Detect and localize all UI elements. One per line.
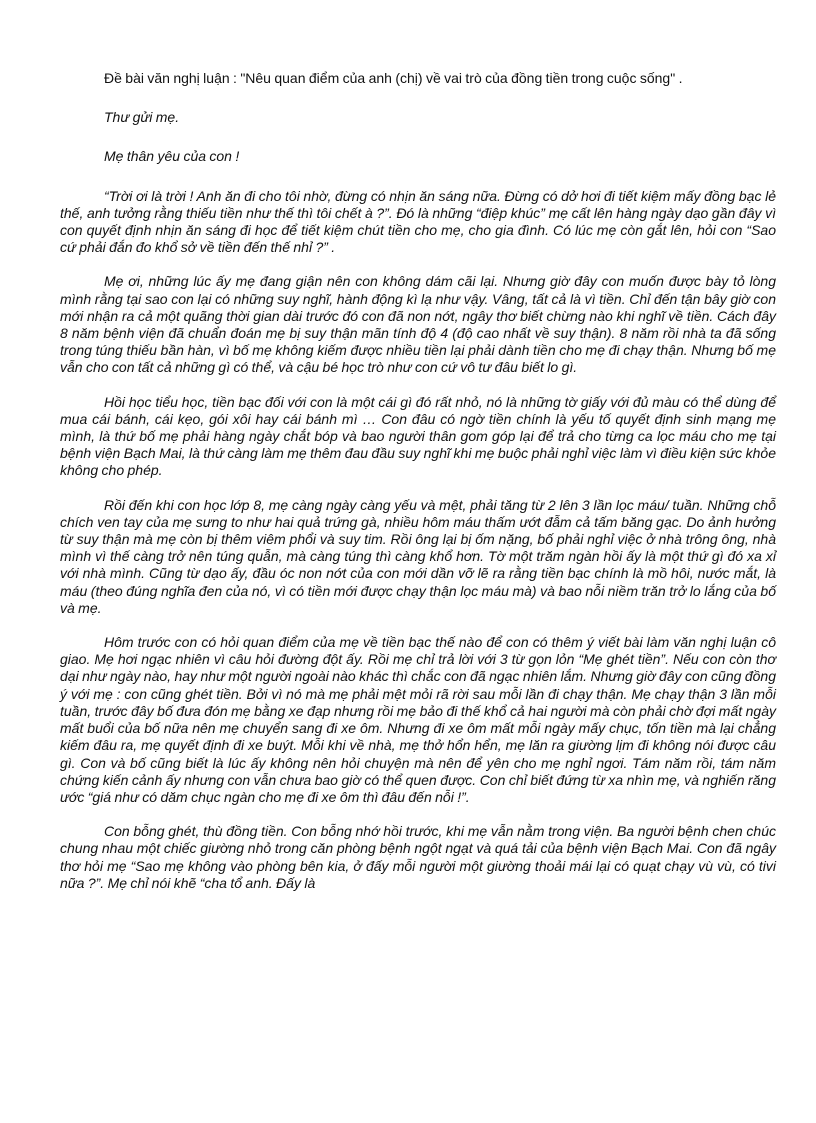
- essay-prompt: Đề bài văn nghị luận : "Nêu quan điểm của anh (chị) về vai trò của đồng tiền trong cuộc sống" .: [104, 70, 683, 86]
- document-page: [60, 70, 776, 909]
- paragraph-4: Rồi đến khi con học lớp 8, mẹ càng ngày càng yếu và mệt, phải tăng từ 2 lên 3 lần lọc máu/ tuần. Những chỗ chích ven tay của mẹ sưng to như hai quả trứng gà, nhiều hôm máu thấm ướt đẫm cả tấm băng gạc. Do ảnh hưởng từ suy thận mà mẹ còn bị thêm viêm phổi và suy tim. Rồi ông lại bị ốm nặng, bố phải nghỉ việc ở nhà trông ông, nhà mình vì thế càng trở nên túng quẫn, mà càng túng thì càng khổ hơn. Tờ một trăm ngàn hồi ấy là một thứ gì đó xa xỉ với nhà mình. Cũng từ dạo ấy, đầu óc non nớt của con mới dần vỡ lẽ ra rằng tiền bạc chính là mồ hôi, nước mắt, là máu (theo đúng nghĩa đen của nó, vì có tiền mới được chạy thận lọc máu mà) và bao nỗi niềm trăn trở lo lắng của bố và mẹ.: [60, 496, 776, 616]
- paragraph-1: “Trời ơi là trời ! Anh ăn đi cho tôi nhờ, đừng có nhịn ăn sáng nữa. Đừng có dở hơi đi tiết kiệm mấy đồng bạc lẻ thế, anh tưởng rằng thiếu tiền như thế thì tôi chết à ?”. Đó là những “điệp khúc” mẹ cất lên hàng ngày dạo gần đây vì con quyết định nhịn ăn sáng đi học để tiết kiệm chút tiền cho mẹ, cho gia đình. Có lúc mẹ còn gắt lên, hỏi con “Sao cứ phải đắn đo khổ sở về tiền đến thế nhỉ ?” .: [60, 187, 776, 256]
- paragraph-5: Hôm trước con có hỏi quan điểm của mẹ về tiền bạc thế nào để con có thêm ý viết bài làm văn nghị luận cô giao. Mẹ hơi ngạc nhiên vì câu hỏi đường đột ấy. Rồi mẹ chỉ trả lời với 3 từ gọn lỏn “Mẹ ghét tiền”. Nếu con còn thơ dại như ngày nào, hay như một người ngoài nào khác thì chắc con đã ngạc nhiên lắm. Nhưng giờ đây con cũng đồng ý với mẹ : con cũng ghét tiền. Bởi vì nó mà mẹ phải mệt mỏi rã rời sau mỗi lần đi chạy thận. Mẹ chạy thận 3 lần mỗi tuần, trước đây bố đưa đón mẹ bằng xe đạp nhưng rồi mẹ bảo đi thế khổ cả hai người mà còn phải chờ đợi mất ngày mất buổi của bố nữa nên mẹ chuyển sang đi xe ôm. Nhưng đi xe ôm mất mỗi ngày mấy chục, tốn tiền mà lại chẳng kiếm đâu ra, mẹ quyết định đi xe buýt. Mỗi khi về nhà, mẹ thở hổn hển, mẹ lăn ra giường lịm đi không nói được câu gì. Con và bố cũng biết là lúc ấy không nên hỏi chuyện mà nên để yên cho mẹ nghỉ ngơi. Tám năm rồi, tám năm chứng kiến cảnh ấy nhưng con vẫn chưa bao giờ có thể quen được. Con chỉ biết đứng từ xa nhìn mẹ, và nghiến răng ước “giá như có dăm chục ngàn cho mẹ đi xe ôm thì đâu đến nỗi !”.: [60, 634, 776, 805]
- paragraph-6: Con bỗng ghét, thù đồng tiền. Con bỗng nhớ hồi trước, khi mẹ vẫn nằm trong viện. Ba người bệnh chen chúc chung nhau một chiếc giường nhỏ trong căn phòng bệnh ngột ngạt và quá tải của bệnh viện Bạch Mai. Con đã ngây thơ hỏi mẹ “Sao mẹ không vào phòng bên kia, ở đấy mỗi người một giường thoải mái lại có quạt chạy vù vù, có tivi nữa ?”. Mẹ chỉ nói khẽ “cha tổ anh. Đấy là: [60, 823, 776, 891]
- paragraph-2: Mẹ ơi, những lúc ấy mẹ đang giận nên con không dám cãi lại. Nhưng giờ đây con muốn được bày tỏ lòng mình rằng tại sao con lại có những suy nghĩ, hành động kì lạ như vậy. Vâng, tất cả là vì tiền. Chỉ đến tận bây giờ con mới nhận ra cả một quãng thời gian dài trước đó con đã non nớt, ngây thơ biết chừng nào khi nghĩ về tiền. Cách đây 8 năm bệnh viện đã chuẩn đoán mẹ bị suy thận mãn tính độ 4 (độ cao nhất về suy thận). 8 năm rồi nhà ta đã sống trong túng thiếu bần hàn, vì bố mẹ không kiếm được nhiều tiền lại phải dành tiền cho mẹ đi chạy thận. Nhưng bố mẹ vẫn cho con tất cả những gì có thể, và cậu bé học trò như con cứ vô tư đâu biết lo gì.: [60, 273, 776, 376]
- paragraph-3: Hồi học tiểu học, tiền bạc đối với con là một cái gì đó rất nhỏ, nó là những tờ giấy với đủ màu có thể dùng để mua cái bánh, cái kẹo, gói xôi hay cái bánh mì … Con đâu có ngờ tiền chính là yếu tố quyết định sinh mạng mẹ mình, là thứ bố mẹ phải hàng ngày chắt bóp và bao người thân gom góp lại để trả cho từng ca lọc máu cho mẹ tại bệnh viện Bạch Mai, là thứ càng làm mẹ thêm đau đầu suy nghĩ khi mẹ buộc phải nghỉ việc làm vì điều kiện sức khỏe không cho phép.: [60, 393, 776, 479]
- letter-greeting: Thư gửi mẹ.: [104, 109, 180, 126]
- letter-salutation: Mẹ thân yêu của con !: [104, 148, 240, 165]
